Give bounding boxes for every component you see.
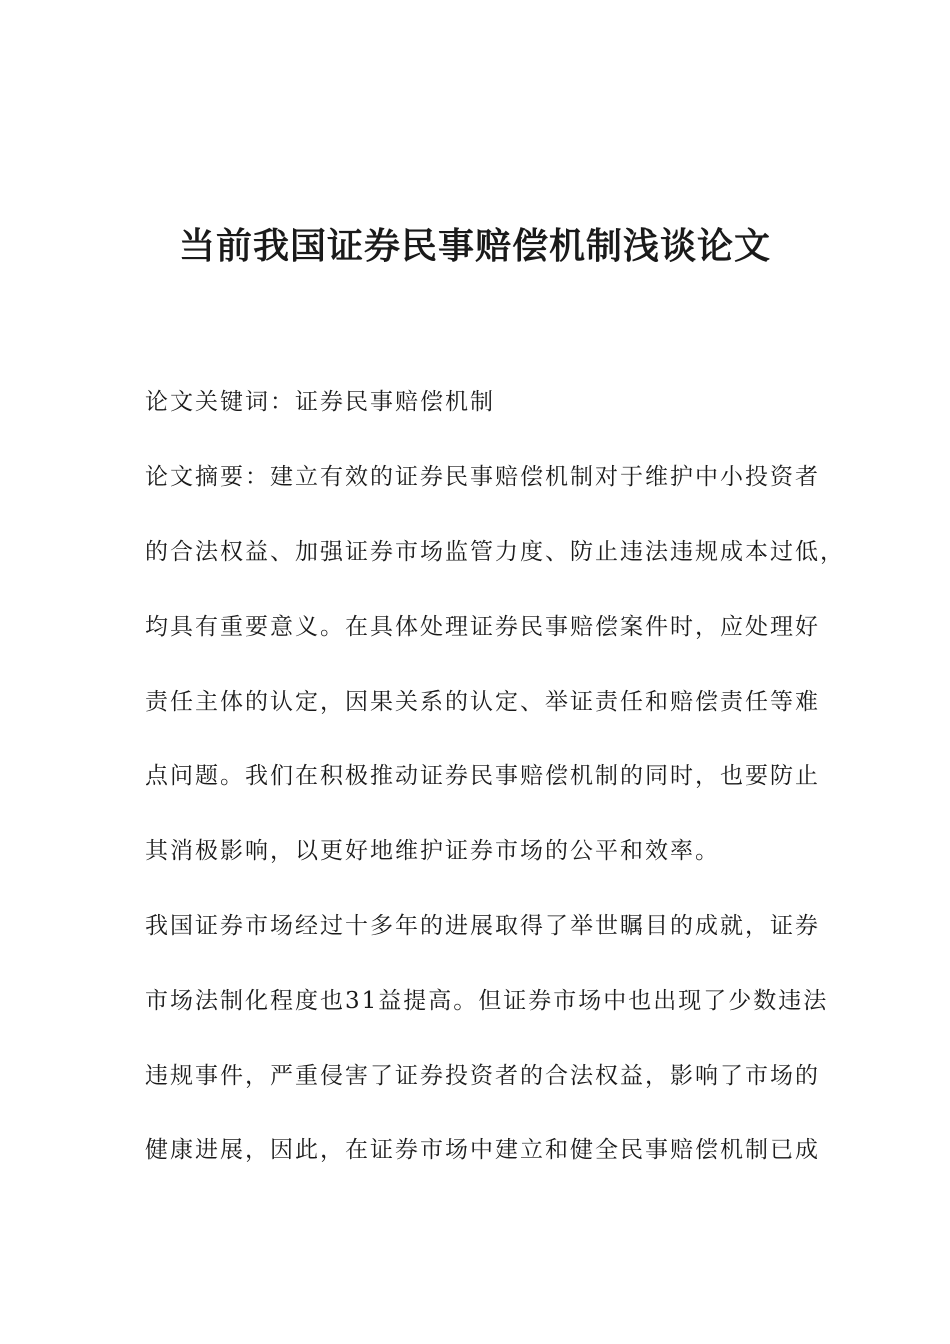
abstract-line-4: 责任主体的认定，因果关系的认定、举证责任和赔偿责任等难 <box>145 689 820 715</box>
abstract-line-6: 其消极影响，以更好地维护证券市场的公平和效率。 <box>145 838 720 864</box>
abstract-line-2: 的合法权益、加强证券市场监管力度、防止违法违规成本过低， <box>145 539 845 565</box>
abstract-line-3: 均具有重要意义。在具体处理证券民事赔偿案件时，应处理好 <box>145 614 820 640</box>
abstract-line-5: 点问题。我们在积极推动证券民事赔偿机制的同时，也要防止 <box>145 763 820 789</box>
body-line-4: 健康进展，因此，在证券市场中建立和健全民事赔偿机制已成 <box>145 1137 820 1163</box>
body-line-1: 我国证券市场经过十多年的进展取得了举世瞩目的成就，证券 <box>145 913 820 939</box>
keywords-line: 论文关键词：证券民事赔偿机制 <box>145 389 495 415</box>
document-title: 当前我国证券民事赔偿机制浅谈论文 <box>178 226 771 267</box>
body-line-2: 市场法制化程度也31益提高。但证券市场中也出现了少数违法 <box>145 988 829 1014</box>
body-line-3: 违规事件，严重侵害了证券投资者的合法权益，影响了市场的 <box>145 1063 820 1089</box>
abstract-line-1: 论文摘要：建立有效的证券民事赔偿机制对于维护中小投资者 <box>145 464 820 490</box>
